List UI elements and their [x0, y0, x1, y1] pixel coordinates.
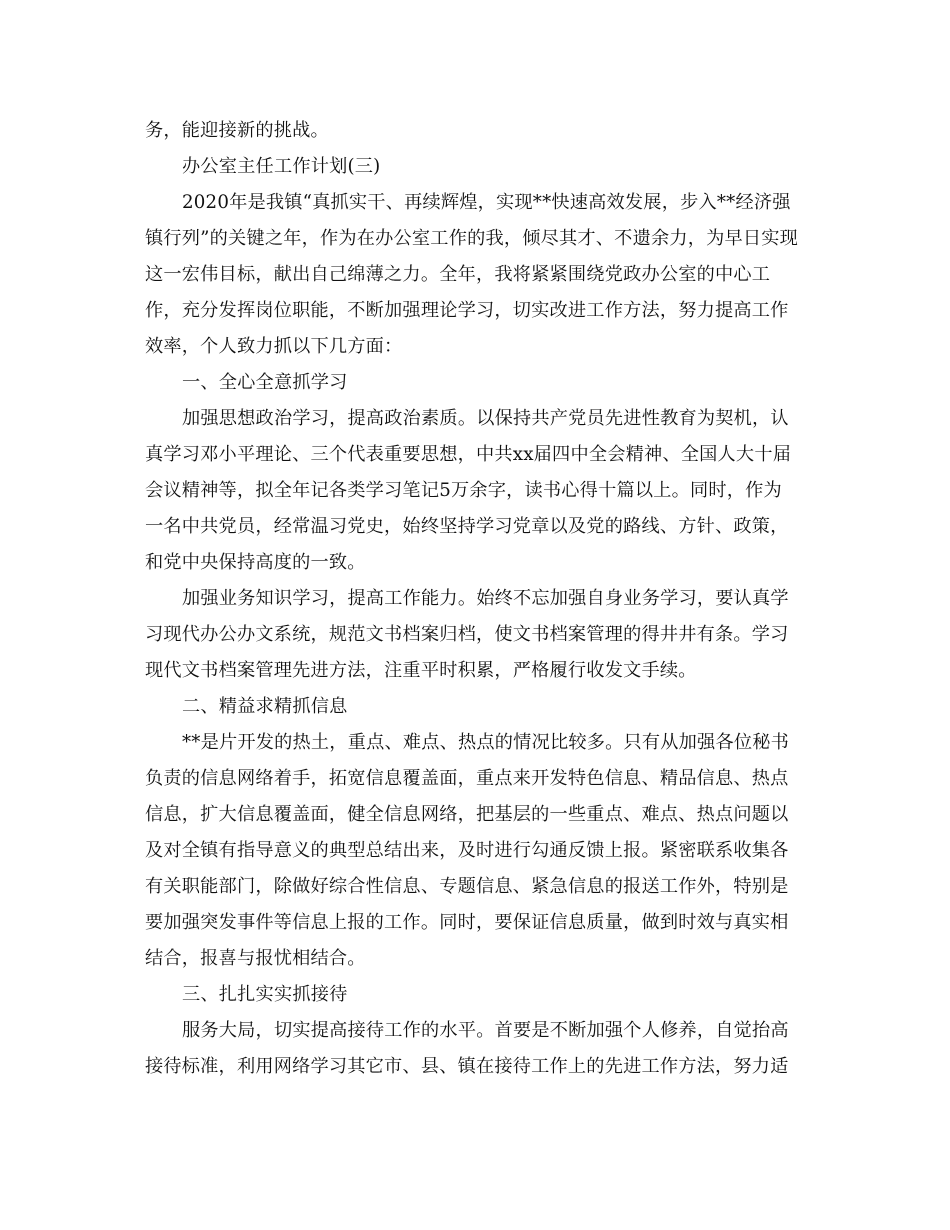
text-line: 2020年是我镇“真抓实干、再续辉煌，实现**快速高效发展，步入**经济强 — [182, 192, 791, 213]
document-body — [145, 113, 805, 1085]
text-line: 结合，报喜与报忧相结合。 — [145, 948, 366, 969]
text-line: 信息，扩大信息覆盖面，健全信息网络，把基层的一些重点、难点、热点问题以 — [145, 804, 789, 825]
text-line: 服务大局，切实提高接待工作的水平。首要是不断加强个人修养，自觉抬高 — [182, 1020, 789, 1041]
text-line: 作，充分发挥岗位职能，不断加强理论学习，切实改进工作方法，努力提高工作 — [145, 300, 789, 321]
text-line: 务，能迎接新的挑战。 — [145, 120, 329, 141]
text-line: 会议精神等，拟全年记各类学习笔记5万余字，读书心得十篇以上。同时，作为 — [145, 480, 782, 501]
text-line: 办公室主任工作计划(三) — [182, 156, 381, 177]
text-line: 习现代办公办文系统，规范文书档案归档，使文书档案管理的得井井有条。学习 — [145, 624, 789, 645]
text-line: 接待标准，利用网络学习其它市、县、镇在接待工作上的先进工作方法，努力适 — [145, 1056, 789, 1077]
text-line: 二、精益求精抓信息 — [182, 696, 348, 717]
text-line: 加强思想政治学习，提高政治素质。以保持共产党员先进性教育为契机，认 — [182, 408, 789, 429]
text-line: 镇行列”的关键之年，作为在办公室工作的我，倾尽其才、不遗余力，为早日实现 — [145, 228, 799, 249]
text-line: 加强业务知识学习，提高工作能力。始终不忘加强自身业务学习，要认真学 — [182, 588, 789, 609]
text-line: 三、扎扎实实抓接待 — [182, 984, 348, 1005]
text-line: 和党中央保持高度的一致。 — [145, 552, 366, 573]
text-line: 效率，个人致力抓以下几方面： — [145, 336, 403, 357]
text-line: 真学习邓小平理论、三个代表重要思想，中共xx届四中全会精神、全国人大十届 — [145, 444, 792, 465]
text-line: 负责的信息网络着手，拓宽信息覆盖面，重点来开发特色信息、精品信息、热点 — [145, 768, 789, 789]
text-line: 这一宏伟目标，献出自己绵薄之力。全年，我将紧紧围绕党政办公室的中心工 — [145, 264, 771, 285]
text-line: 有关职能部门，除做好综合性信息、专题信息、紧急信息的报送工作外，特别是 — [145, 876, 789, 897]
text-line: 一、全心全意抓学习 — [182, 372, 348, 393]
text-line: **是片开发的热土，重点、难点、热点的情况比较多。只有从加强各位秘书 — [182, 732, 789, 753]
text-line: 现代文书档案管理先进方法，注重平时积累，严格履行收发文手续。 — [145, 660, 697, 681]
text-line: 及对全镇有指导意义的典型总结出来，及时进行勾通反馈上报。紧密联系收集各 — [145, 840, 789, 861]
text-line: 要加强突发事件等信息上报的工作。同时，要保证信息质量，做到时效与真实相 — [145, 912, 789, 933]
text-line: 一名中共党员，经常温习党史，始终坚持学习党章以及党的路线、方针、政策， — [145, 516, 789, 537]
